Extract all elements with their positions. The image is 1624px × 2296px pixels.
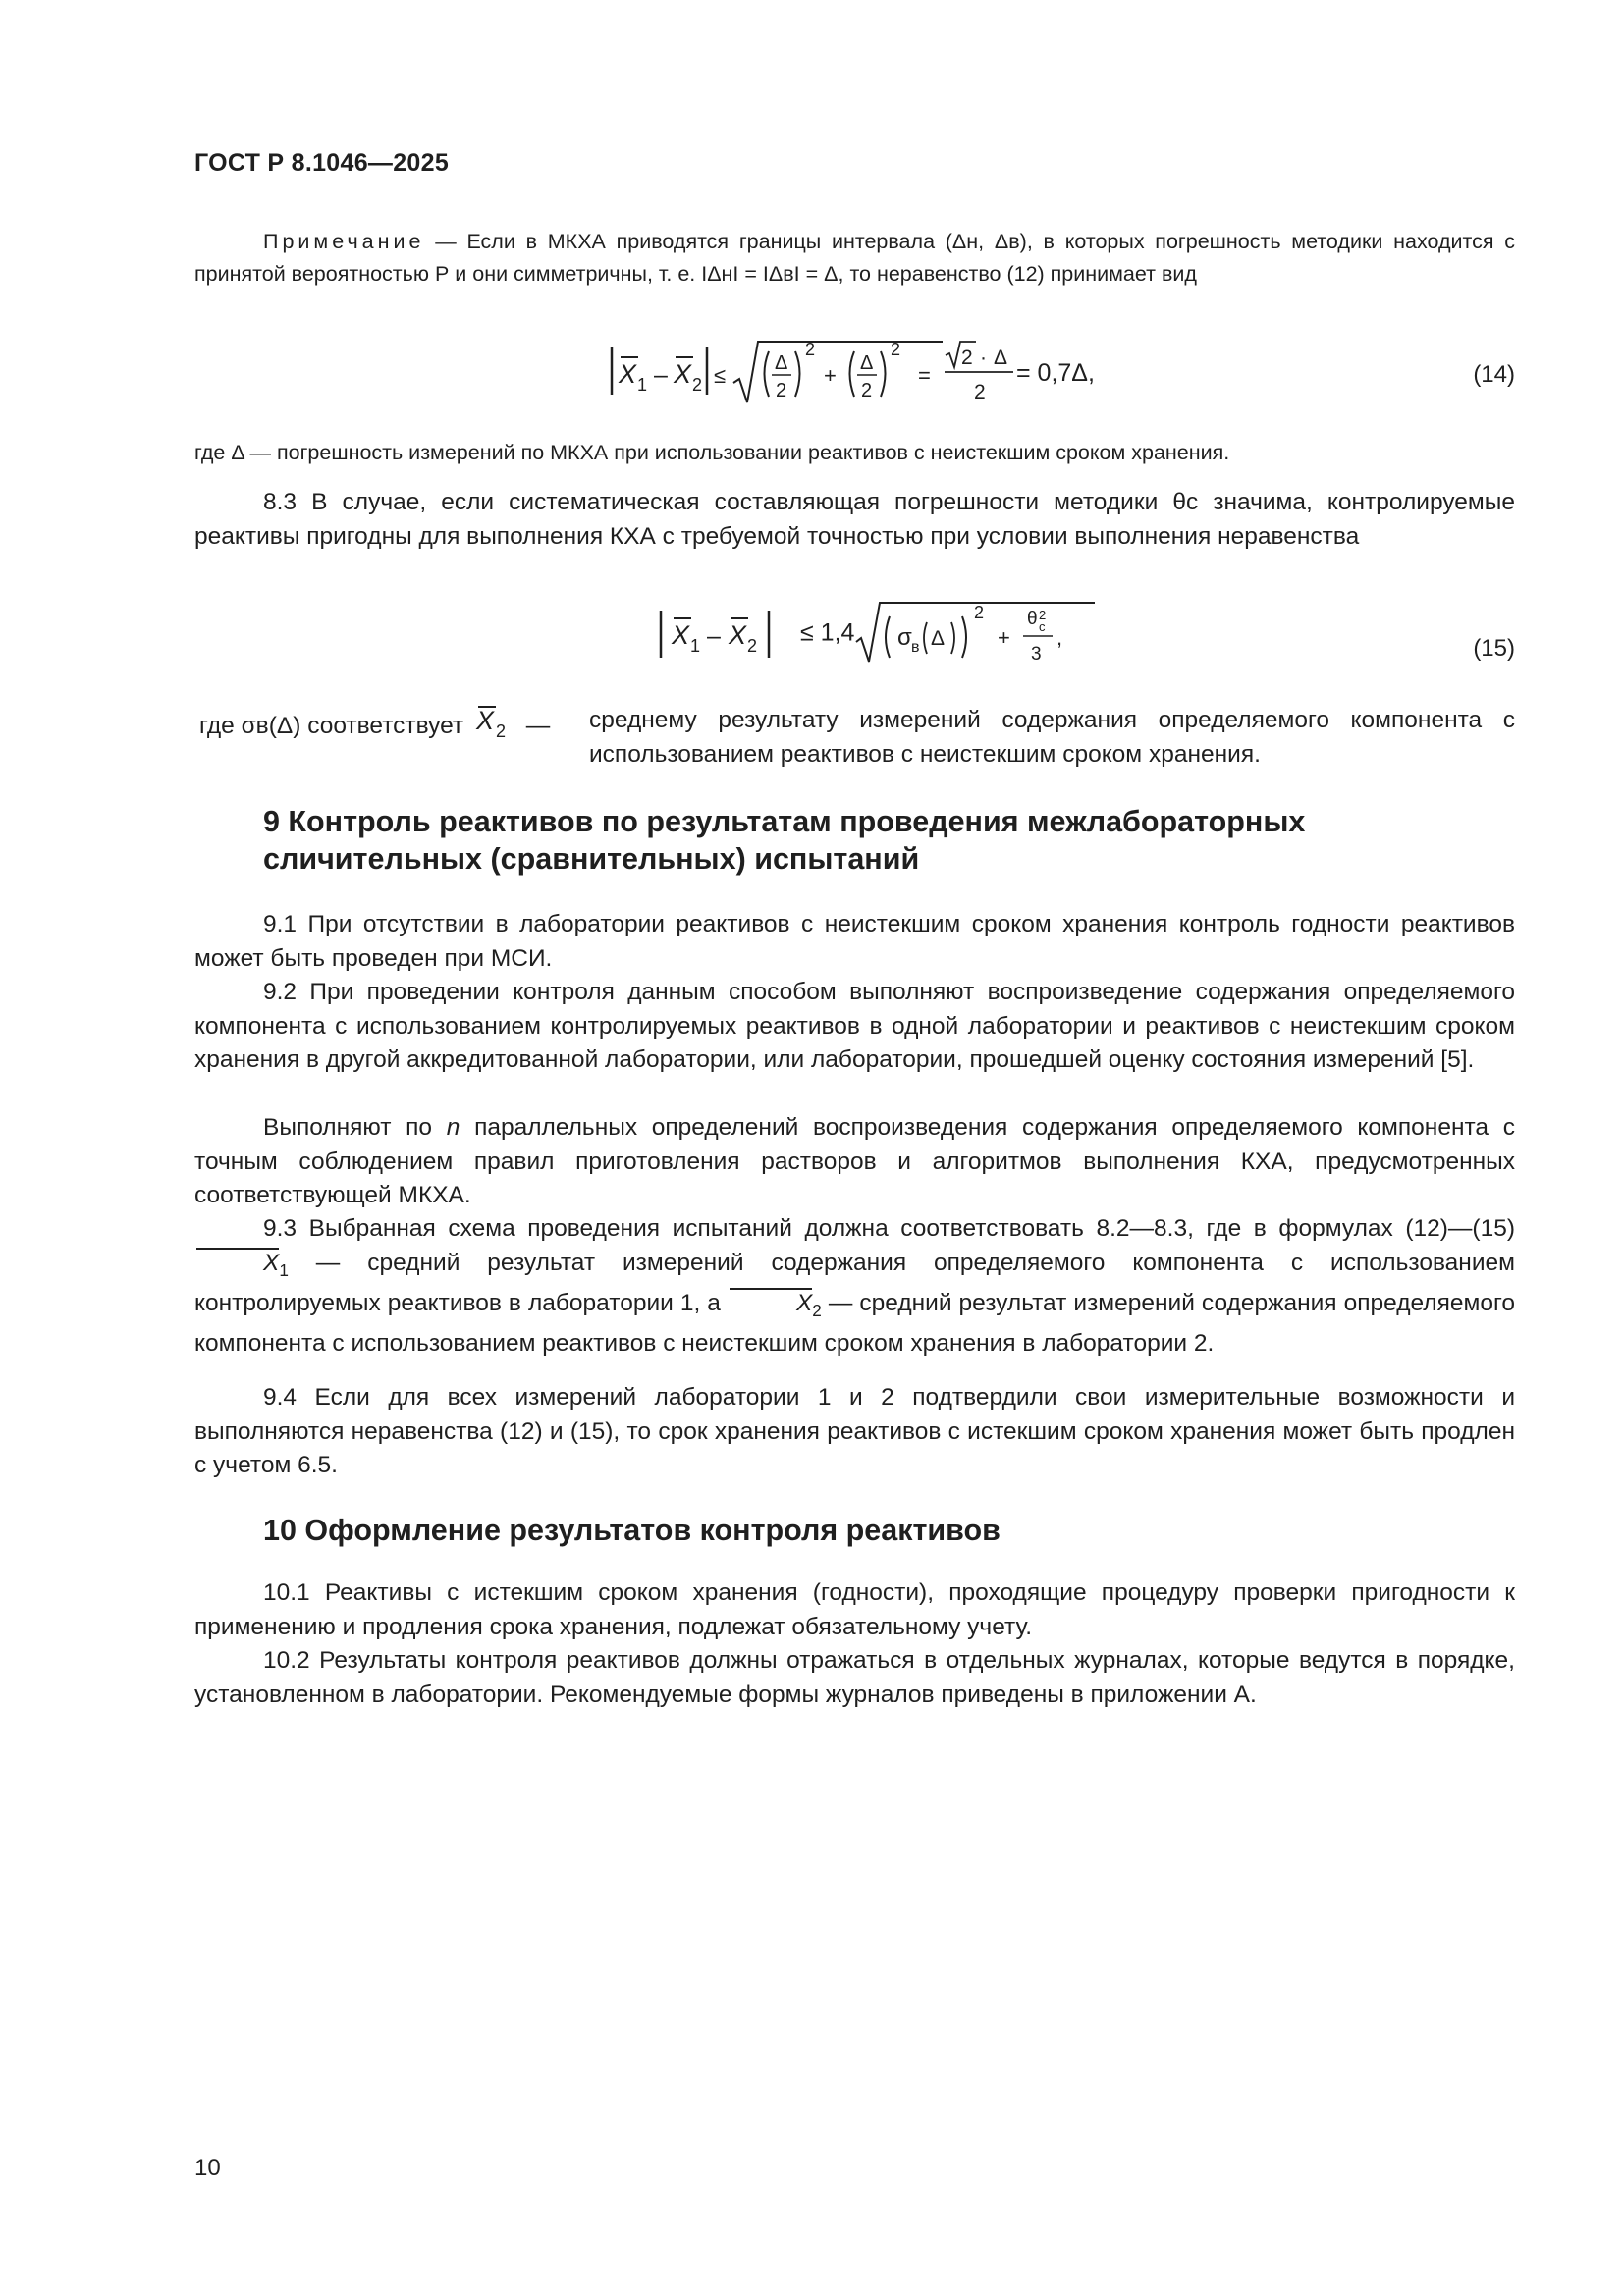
svg-text:Δ: Δ [775, 352, 788, 374]
paragraph-9-2-cont [194, 1111, 1515, 1213]
p4-text-a: 9.3 Выбранная схема проведения испытаний должна соответствовать 8.2—8.3, где в формулах (12)—(15) [263, 1215, 1515, 1242]
svg-text:2: 2 [776, 380, 787, 401]
svg-text:2: 2 [974, 381, 986, 403]
p4-text-b: — средний результат измерений содержания определяемого компонента с использованием контролируемых реактивов в лаборатории 1, а [194, 1249, 1515, 1316]
svg-text:–: – [707, 622, 721, 650]
page-number: 10 [194, 2155, 221, 2181]
note-label: Примечание [263, 230, 425, 253]
svg-text:2: 2 [1039, 608, 1047, 622]
formula-15-coef: ≤ 1,4 [800, 618, 855, 647]
where-15-lead-text: где σв(Δ) соответствует [199, 713, 464, 739]
equation-number-15: (15) [1473, 635, 1515, 662]
svg-text:2: 2 [891, 340, 901, 359]
where-15-lead: где σв(Δ) соответствует X 2 — [199, 706, 551, 739]
paragraph-9-4: 9.4 Если для всех измерений лаборатории 1 и 2 подтвердили свои измерительные возможности и выполняются неравенства (12) и (15), то срок хранения реактивов с истекшим сроком хранения может быть продлен с учетом 6.5. [194, 1384, 1515, 1478]
svg-text:X: X [619, 359, 637, 389]
svg-text:Δ: Δ [994, 347, 1008, 369]
note-paragraph [194, 226, 1515, 291]
document-header: ГОСТ Р 8.1046—2025 [194, 149, 450, 177]
svg-text:2: 2 [861, 380, 873, 401]
svg-text:2: 2 [974, 603, 985, 622]
formula-15-left-graphic [658, 599, 800, 667]
svg-text:в: в [911, 639, 920, 656]
x2-bar-symbol [470, 704, 519, 739]
svg-text:+: + [824, 363, 837, 388]
svg-text:с: с [1039, 619, 1046, 634]
p4-text-c: — средний результат измерений содержания определяемого компонента с использованием реактивов с неистекшим сроком хранения в лаборатории 2. [194, 1289, 1515, 1358]
paragraph-9-3: 9.3 Выбранная схема проведения испытаний должна соответствовать 8.2—8.3, где в формулах (12)—(15) $X_1$ — средний результат измерений содержания определяемого компонента с использованием контролируемых реактивов в лаборатории 1, а $X_2$ — средний результат измерений содержания определяемого компонента с использованием реактивов с неистекшим сроком хранения в лаборатории 2. [194, 1215, 1515, 1358]
svg-text:2: 2 [747, 636, 758, 656]
p3-n: n [446, 1114, 460, 1141]
svg-text:X: X [674, 359, 692, 389]
svg-text:,: , [1056, 625, 1063, 650]
svg-text:≤: ≤ [714, 363, 727, 388]
paragraph-10-2: 10.2 Результаты контроля реактивов должны отражаться в отдельных журналах, которые ведутся в порядке, установленном в лаборатории. Рекомендуемые формы журналов приведены в приложении А. [194, 1647, 1515, 1708]
section-10-heading: 10 Оформление результатов контроля реактивов [263, 1514, 1001, 1547]
svg-text:X: X [475, 706, 494, 735]
formula-14-result: = 0,7Δ, [1016, 359, 1095, 387]
svg-text:X: X [729, 620, 747, 650]
paragraph-9-1: 9.1 При отсутствии в лаборатории реактивов с неистекшим сроком хранения контроль годности реактивов может быть проведен при МСИ. [194, 911, 1515, 972]
where-15-definition: среднему результату измерений содержания определяемого компонента с использованием реактивов с неистекшим сроком хранения. [589, 707, 1515, 768]
p3-text-b: параллельных определений воспроизведения содержания определяемого компонента с точным соблюдением правил приготовления растворов и алгоритмов выполнения КХА, предусмотренных соответствующей МКХА. [194, 1114, 1515, 1208]
formula-15-root-graphic [854, 599, 1100, 667]
svg-text:·: · [980, 347, 987, 369]
paragraph-8-3: 8.3 В случае, если систематическая составляющая погрешности методики θс значима, контролируемые реактивы пригодны для выполнения КХА с требуемой точностью при условии выполнения неравенства [194, 489, 1515, 550]
svg-text:Δ: Δ [860, 352, 874, 374]
svg-text:2: 2 [692, 375, 703, 395]
svg-text:σ: σ [897, 624, 913, 651]
svg-text:=: = [918, 363, 931, 388]
x2-bar: X [728, 1287, 812, 1321]
svg-text:+: + [998, 625, 1011, 650]
svg-text:–: – [654, 361, 668, 389]
svg-text:3: 3 [1031, 644, 1042, 665]
paragraph-10-1: 10.1 Реактивы с истекшим сроком хранения (годности), проходящие процедуру проверки пригодности к применению и продления срока хранения, подлежат обязательному учету. [194, 1579, 1515, 1640]
equation-number-14: (14) [1473, 361, 1515, 388]
section-9-heading: 9 Контроль реактивов по результатам проведения межлабораторных сличительных (сравнительных) испытаний [263, 805, 1306, 876]
note-text: — Если в МКХА приводятся границы интервала (Δн, Δв), в которых погрешность методики находится с принятой вероятностью Р и они симметричны, т. е. IΔнI = IΔвI = Δ, то неравенство (12) принимает вид [194, 230, 1515, 286]
svg-text:θ: θ [1027, 609, 1038, 629]
where-14: где Δ — погрешность измерений по МКХА при использовании реактивов с неистекшим сроком хранения. [194, 441, 1230, 464]
formula-15 [658, 599, 1100, 667]
paragraph-9-2: 9.2 При проведении контроля данным способом выполняют воспроизведение содержания определяемого компонента с использованием контролируемых реактивов в одной лаборатории и реактивов с неистекшим сроком хранения в другой аккредитованной лаборатории, или лаборатории, прошедшей оценку состояния измерений [5]. [194, 979, 1515, 1073]
svg-text:Δ: Δ [931, 627, 946, 650]
svg-text:1: 1 [637, 375, 648, 395]
p3-text-a: Выполняют по [263, 1114, 447, 1141]
svg-text:2: 2 [961, 347, 973, 369]
svg-text:2: 2 [495, 721, 506, 739]
svg-text:1: 1 [690, 636, 701, 656]
svg-text:X: X [672, 620, 690, 650]
svg-text:2: 2 [805, 340, 816, 359]
x1-bar: X [194, 1247, 279, 1281]
